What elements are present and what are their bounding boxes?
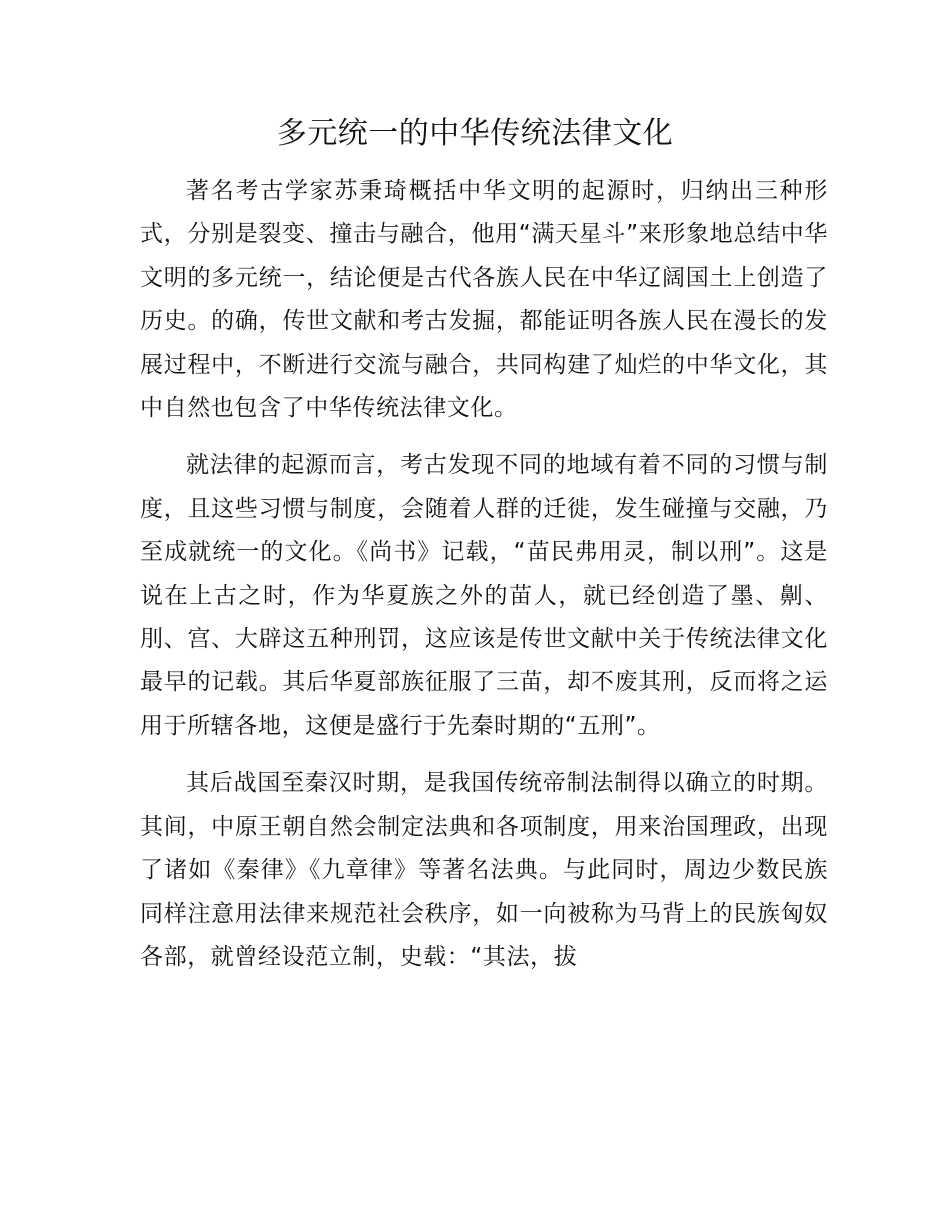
paragraph-2: 就法律的起源而言，考古发现不同的地域有着不同的习惯与制度，且这些习惯与制度，会随着人群的迁徙，发生碰撞与交融，乃至成就统一的文化。《尚书》记载，“苗民弗用灵，制以刑”。这是说在上古之时，作为华夏族之外的苗人，就已经创造了墨、劓、刖、宫、大辟这五种刑罚，这应该是传世文献中关于传统法律文化最早的记载。其后华夏部族征服了三苗，却不废其刑，反而将之运用于所辖各地，这便是盛行于先秦时期的“五刑”。 xyxy=(140,452,828,739)
document-title: 多元统一的中华传统法律文化 xyxy=(276,116,674,151)
paragraph-3: 其后战国至秦汉时期，是我国传统帝制法制得以确立的时期。其间，中原王朝自然会制定法典和各项制度，用来治国理政，出现了诸如《秦律》《九章律》等著名法典。与此同时，周边少数民族同样注意用法律来规范社会秩序，如一向被称为马背上的民族匈奴各部，就曾经设范立制，史载：“其法，拔 xyxy=(140,770,828,970)
document-body xyxy=(140,170,828,993)
paragraph-1: 著名考古学家苏秉琦概括中华文明的起源时，归纳出三种形式，分别是裂变、撞击与融合，他用“满天星斗”来形象地总结中华文明的多元统一，结论便是古代各族人民在中华辽阔国土上创造了历史。的确，传世文献和考古发掘，都能证明各族人民在漫长的发展过程中，不断进行交流与融合，共同构建了灿烂的中华文化，其中自然也包含了中华传统法律文化。 xyxy=(140,178,828,422)
